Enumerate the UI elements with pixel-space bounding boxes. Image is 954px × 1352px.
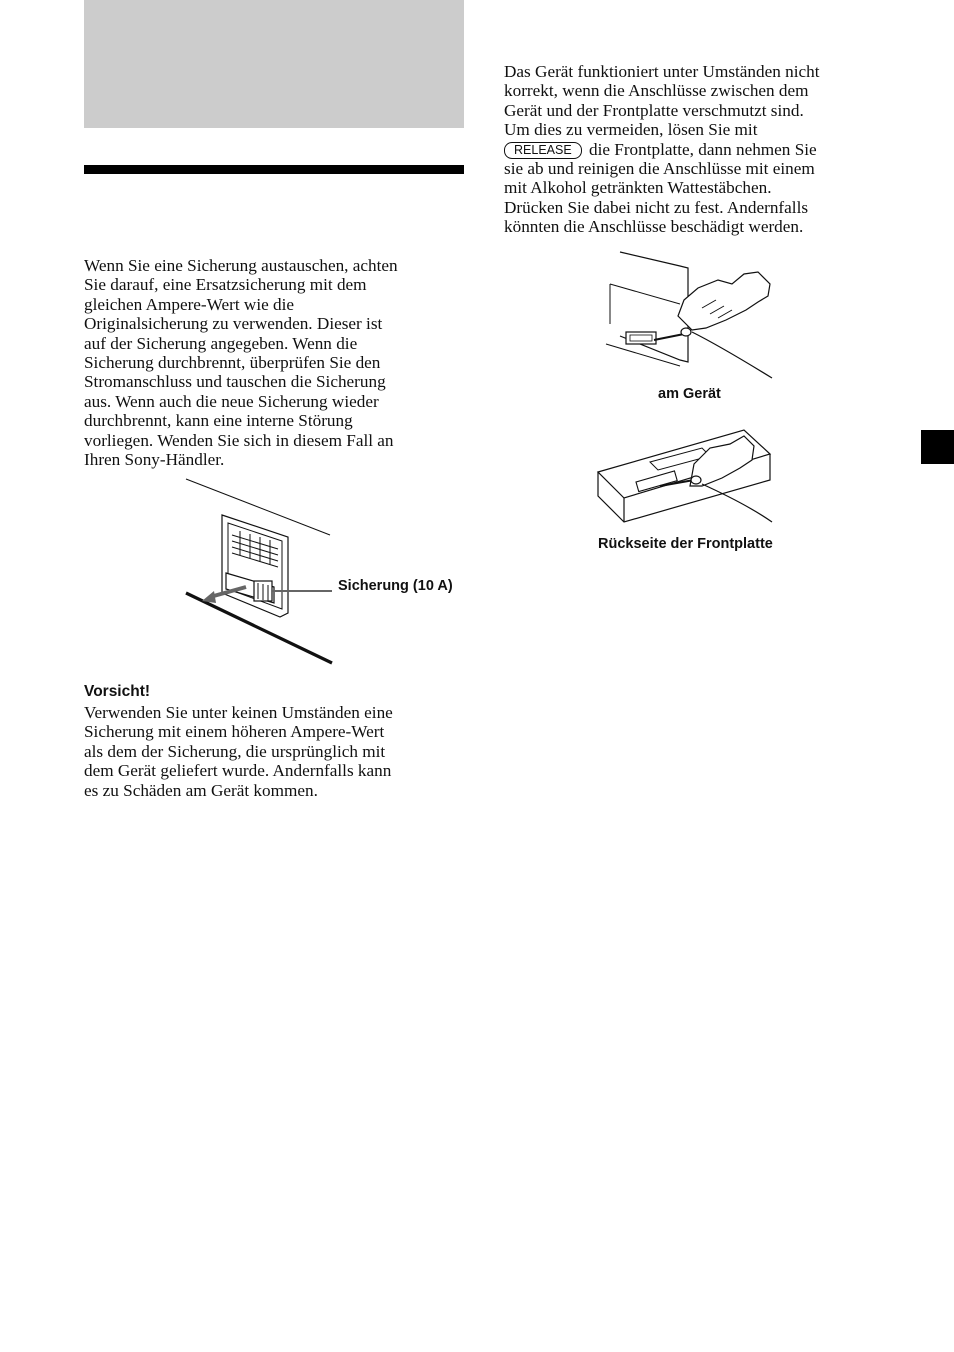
section-rule <box>84 165 464 174</box>
front-panel-caption: Rückseite der Frontplatte <box>598 536 773 552</box>
front-panel-cleaning-illustration <box>594 424 779 528</box>
unit-caption: am Gerät <box>658 386 721 402</box>
section-tab-marker <box>921 430 954 464</box>
fuse-caption: Sicherung (10 A) <box>338 578 453 594</box>
header-gray-block <box>84 0 464 128</box>
cleaning-paragraph-bottom: sie ab und reinigen die Anschlüsse mit einem mit Alkohol getränkten Wattestäbchen. Drücken Sie dabei nicht zu fest. Andernfalls könnten die Anschlüsse beschädigt werden. <box>504 159 815 237</box>
fuse-illustration <box>180 475 340 670</box>
release-line-text: die Frontplatte, dann nehmen Sie <box>588 140 817 159</box>
cleaning-paragraph-top: Das Gerät funktioniert unter Umständen nicht korrekt, wenn die Anschlüsse zwischen dem Gerät und der Frontplatte verschmutzt sind. Um dies zu vermeiden, lösen Sie mit <box>504 62 820 140</box>
warning-title: Vorsicht! <box>84 683 151 700</box>
unit-cleaning-illustration <box>606 244 776 382</box>
release-line <box>504 140 817 159</box>
fuse-instructions-paragraph: Wenn Sie eine Sicherung austauschen, achten Sie darauf, eine Ersatzsicherung mit dem gleichen Ampere-Wert wie die Originalsicherung zu verwenden. Dieser ist auf der Sicherung angegeben. Wenn die Sicherung durchbrennt, überprüfen Sie den Stromanschluss und tauschen die Sicherung aus. Wenn auch die neue Sicherung wieder durchbrennt, kann eine interne Störung vorliegen. Wenden Sie sich in diesem Fall an Ihren Sony-Händler. <box>84 256 398 470</box>
warning-text: Verwenden Sie unter keinen Umständen eine Sicherung mit einem höheren Ampere-Wert als dem der Sicherung, die ursprünglich mit dem Gerät geliefert wurde. Andernfalls kann es zu Schäden am Gerät kommen. <box>84 703 393 800</box>
release-key: RELEASE <box>504 142 582 159</box>
